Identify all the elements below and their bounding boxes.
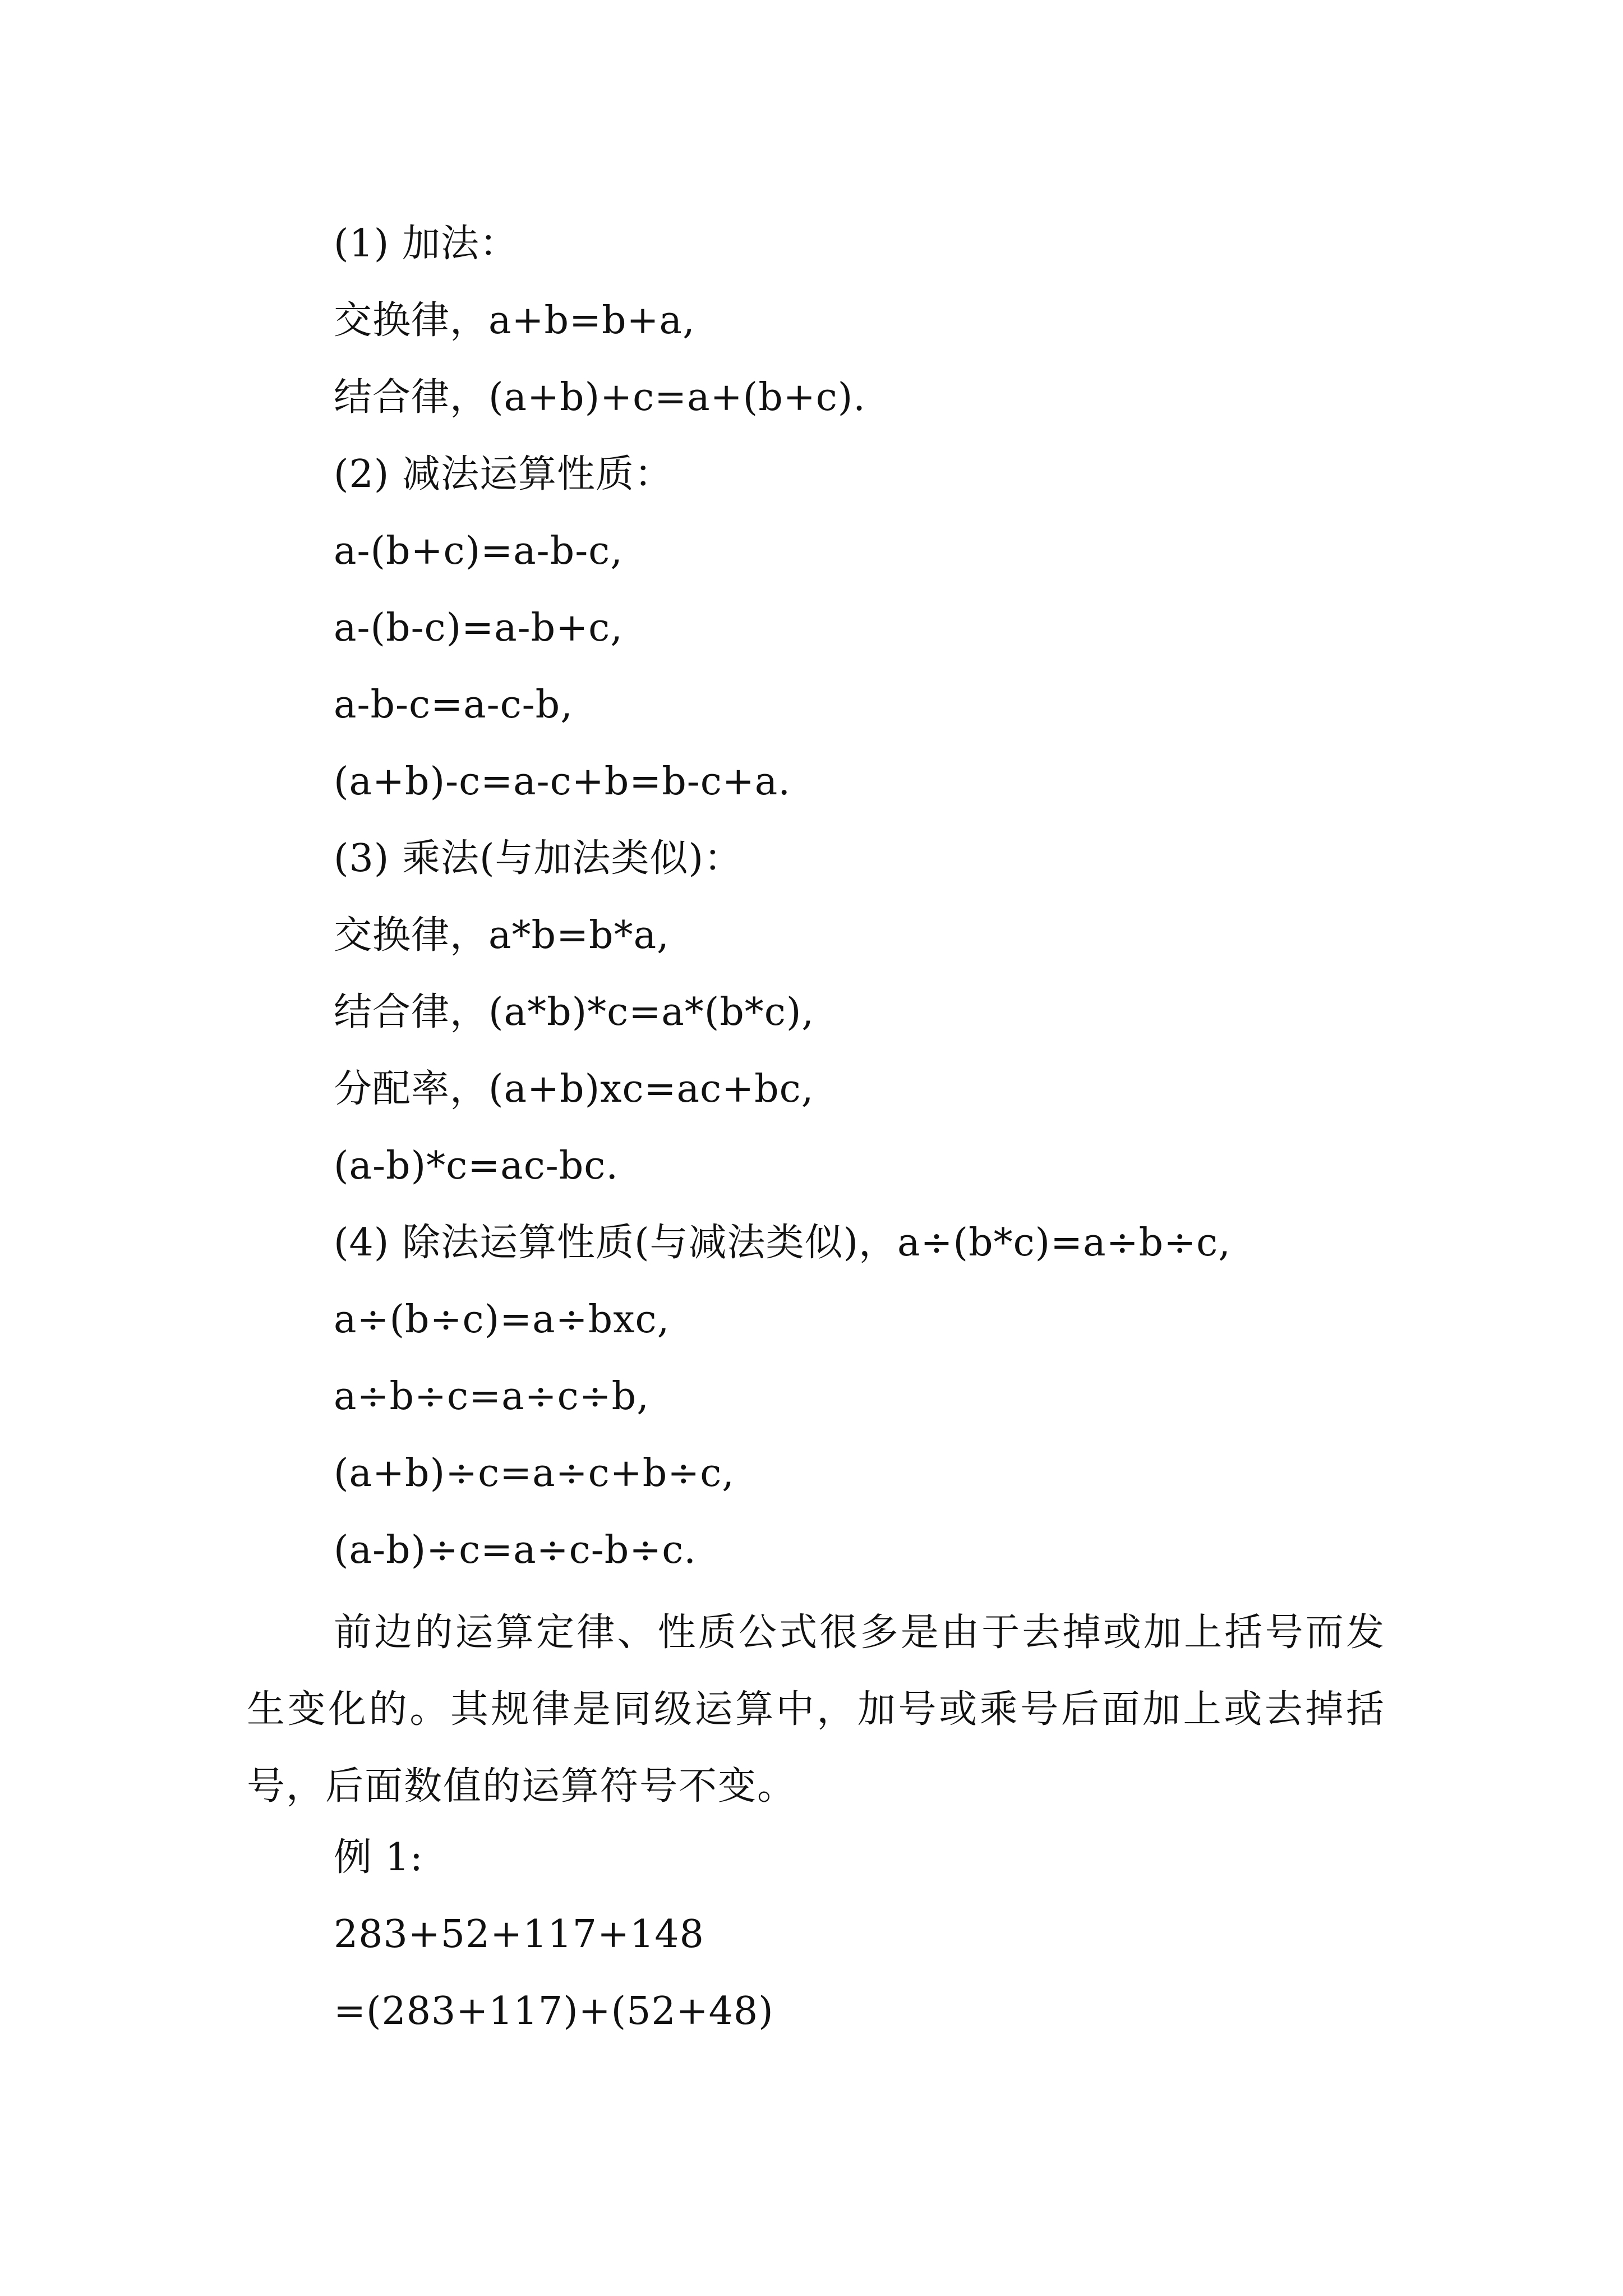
- division-rule-4: (a-b)÷c=a÷c-b÷c.: [334, 1528, 697, 1572]
- addition-associative-law: 结合律，(a+b)+c=a+(b+c).: [334, 375, 866, 420]
- addition-heading: (1) 加法：: [334, 222, 518, 266]
- example-step: =(283+117)+(52+48): [334, 1989, 774, 2033]
- subtraction-rule-1: a-(b+c)=a-b-c,: [334, 529, 623, 573]
- example-expression: 283+52+117+148: [334, 1912, 704, 1957]
- multiplication-associative-law: 结合律，(a*b)*c=a*(b*c),: [334, 990, 815, 1034]
- division-rule-1: a÷(b÷c)=a÷bxc,: [334, 1297, 670, 1342]
- multiplication-commutative-law: 交换律，a*b=b*a,: [334, 913, 670, 958]
- subtraction-rule-3: a-b-c=a-c-b,: [334, 683, 573, 727]
- example-heading: 例 1:: [334, 1835, 423, 1880]
- multiplication-distributive-law: 分配率，(a+b)xc=ac+bc,: [334, 1067, 814, 1111]
- division-heading: (4) 除法运算性质(与减法类似)，a÷(b*c)=a÷b÷c,: [334, 1221, 1231, 1265]
- multiplication-heading: (3) 乘法(与加法类似)：: [334, 836, 743, 881]
- subtraction-heading: (2) 减法运算性质：: [334, 452, 673, 496]
- subtraction-rule-2: a-(b-c)=a-b+c,: [334, 606, 623, 650]
- division-rule-3: (a+b)÷c=a÷c+b÷c,: [334, 1451, 735, 1496]
- subtraction-rule-4: (a+b)-c=a-c+b=b-c+a.: [334, 760, 791, 804]
- division-rule-2: a÷b÷c=a÷c÷b,: [334, 1374, 649, 1419]
- multiplication-rule: (a-b)*c=ac-bc.: [334, 1144, 619, 1188]
- addition-commutative-law: 交换律，a+b=b+a,: [334, 298, 695, 343]
- explanation-paragraph: 前边的运算定律、性质公式很多是由于去掉或加上括号而发生变化的。其规律是同级运算中，加号或乘号后面加上或去掉括号，后面数值的运算符号不变。: [247, 1611, 1385, 1809]
